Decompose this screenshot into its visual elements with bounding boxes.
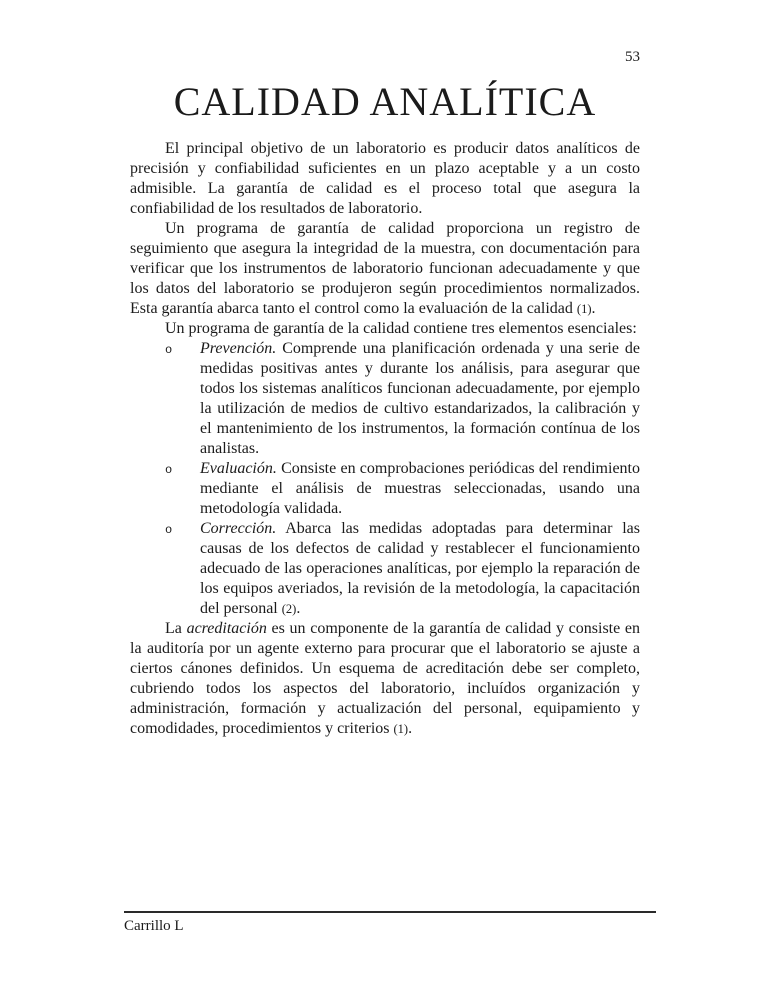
emphasis-text: Prevención. <box>200 340 277 357</box>
emphasis-text: Evaluación. <box>200 460 277 477</box>
text-run: Comprende una planificación ordenada y una serie de medidas positivas antes y durante los análisis, para asegurar que todos los sistemas analíticos funcionan adecuadamente, por ejemplo la utilización de medios de cultivo estandarizados, la calibración y el mantenimiento de los instrumentos, la formación contínua de los analistas. <box>200 340 640 457</box>
list-item <box>130 519 640 619</box>
bullet-marker: o <box>165 463 173 477</box>
document-body <box>130 139 640 739</box>
list-item-text <box>200 519 640 619</box>
page-number: 53 <box>625 49 640 65</box>
reference-marker: (1) <box>393 722 409 736</box>
text-run: . <box>296 600 301 617</box>
paragraph <box>130 139 640 219</box>
bullet-marker: o <box>165 343 173 357</box>
footer-author: Carrillo L <box>124 918 184 934</box>
page-title: CALIDAD ANALÍTICA <box>173 79 597 124</box>
reference-marker: (2) <box>281 602 297 616</box>
paragraph <box>130 319 640 339</box>
emphasis-text: acreditación <box>186 620 267 637</box>
list-item <box>130 459 640 519</box>
paragraph <box>130 219 640 319</box>
footer-rule <box>124 911 656 935</box>
text-run: El principal objetivo de un laboratorio es producir datos analíticos de precisión y confiabilidad suficientes en un plazo aceptable y a un costo admisible. La garantía de calidad es el proceso total que asegura la confiabilidad de los resultados de laboratorio. <box>130 140 640 217</box>
list-item-text <box>200 459 640 519</box>
list-item-text <box>200 339 640 459</box>
text-run: Un programa de garantía de calidad proporciona un registro de seguimiento que asegura la integridad de la muestra, con documentación para verificar que los instrumentos de laboratorio funcionan adecuadamente y que los datos del laboratorio se produjeron según procedimientos normalizados. Esta garantía abarca tanto el control como la evaluación de la calidad <box>130 220 640 317</box>
text-run: es un componente de la garantía de calidad y consiste en la auditoría por un agente externo para procurar que el laboratorio se ajuste a ciertos cánones definidos. Un esquema de acreditación debe ser completo, cubriendo todos los aspectos del laboratorio, incluídos organización y administración, formación y actualización del personal, equipamiento y comodidades, procedimientos y criterios <box>130 620 641 737</box>
text-run: La <box>165 620 187 637</box>
text-run: Un programa de garantía de la calidad contiene tres elementos esenciales: <box>165 320 637 337</box>
text-run: Abarca las medidas adoptadas para determinar las causas de los defectos de calidad y restablecer el funcionamiento adecuado de las operaciones analíticas, por ejemplo la reparación de los equipos averiados, la revisión de la metodología, la capacitación del personal <box>200 520 640 617</box>
emphasis-text: Corrección. <box>200 520 277 537</box>
bullet-marker: o <box>165 523 173 537</box>
text-run: Consiste en comprobaciones periódicas del rendimiento mediante el análisis de muestras seleccionadas, usando una metodología validada. <box>200 460 640 517</box>
list-item <box>130 339 640 459</box>
reference-marker: (1) <box>576 302 592 316</box>
text-run: . <box>408 720 413 737</box>
paragraph <box>130 619 640 739</box>
text-run: . <box>591 300 596 317</box>
